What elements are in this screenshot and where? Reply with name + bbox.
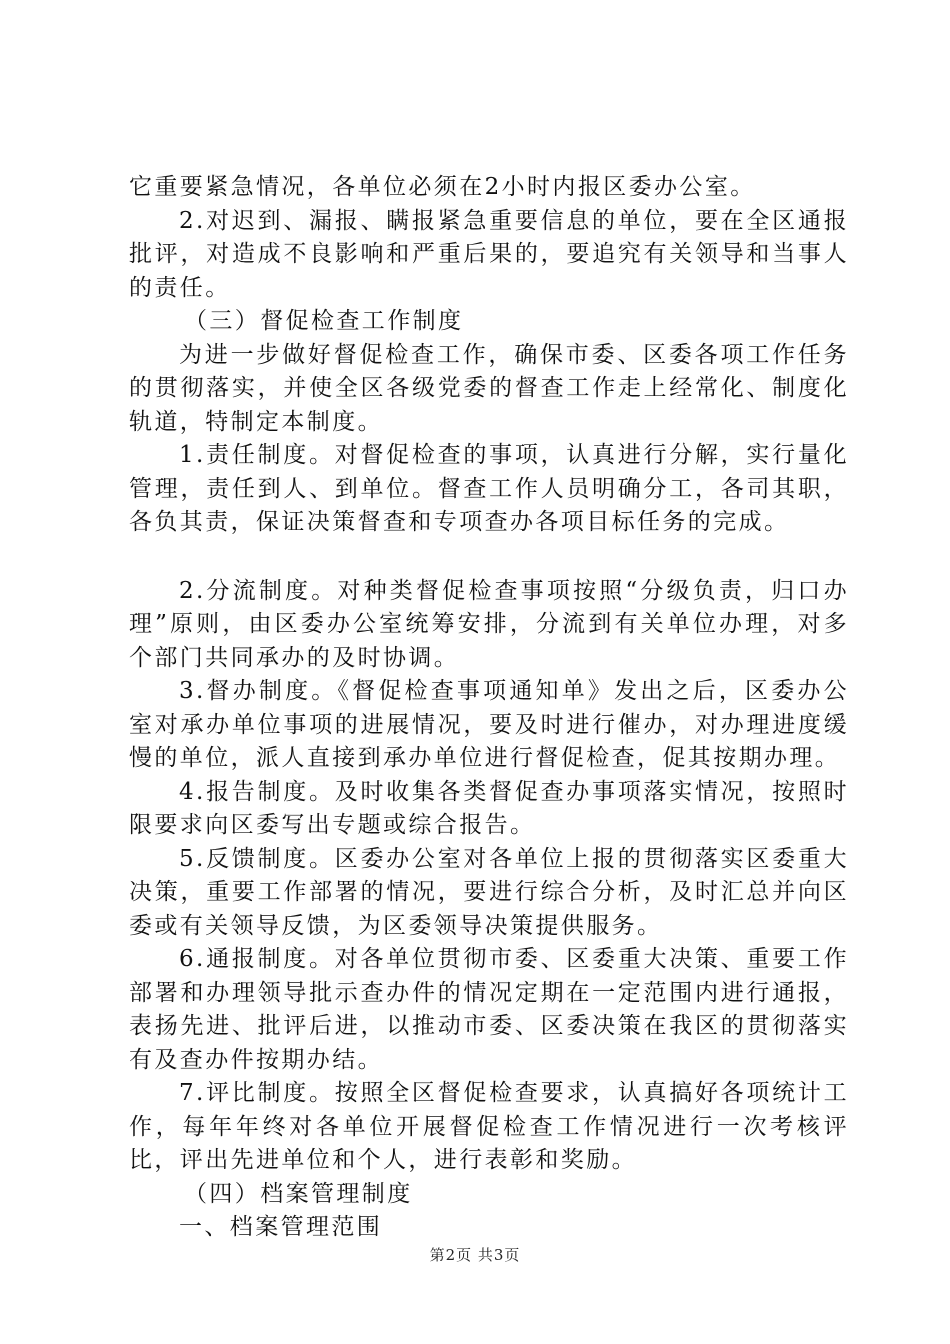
page-footer: 第2页 共3页 <box>429 1246 521 1264</box>
paragraph-intro: 为进一步做好督促检查工作，确保市委、区委各项工作任务的贯彻落实，并使全区各级党委的督查工作走上经常化、制度化轨道，特制定本制度。 <box>129 341 849 435</box>
subsection-heading-1: 一、档案管理范围 <box>179 1214 383 1240</box>
paragraph-item-5: 5.反馈制度。区委办公室对各单位上报的贯彻落实区委重大决策，重要工作部署的情况，要进行综合分析，及时汇总并向区委或有关领导反馈，为区委领导决策提供服务。 <box>129 845 849 939</box>
paragraph-item-2b: 2.分流制度。对种类督促检查事项按照“分级负责，归口办理”原则，由区委办公室统筹安排，分流到有关单位办理，对多个部门共同承办的及时协调。 <box>129 577 849 671</box>
paragraph-item-1: 1.责任制度。对督促检查的事项，认真进行分解，实行量化管理，责任到人、到单位。督查工作人员明确分工，各司其职，各负其责，保证决策督查和专项查办各项目标任务的完成。 <box>129 442 849 535</box>
paragraph-item-7: 7.评比制度。按照全区督促检查要求，认真搞好各项统计工作，每年年终对各单位开展督促检查工作情况进行一次考核评比，评出先进单位和个人，进行表彰和奖励。 <box>129 1080 849 1173</box>
paragraph-item-4: 4.报告制度。及时收集各类督促查办事项落实情况，按照时限要求向区委写出专题或综合报告。 <box>129 778 849 838</box>
section-heading-3: （三）督促检查工作制度 <box>184 308 464 334</box>
paragraph-continuation: 它重要紧急情况，各单位必须在2小时内报区委办公室。 <box>129 174 756 200</box>
paragraph-item-6: 6.通报制度。对各单位贯彻市委、区委重大决策、重要工作部署和办理领导批示查办件的情况定期在一定范围内进行通报，表扬先进、批评后进，以推动市委、区委决策在我区的贯彻落实有及查办件按期办结。 <box>129 946 849 1073</box>
section-heading-4: （四）档案管理制度 <box>184 1180 413 1207</box>
document-body <box>129 171 849 1245</box>
paragraph-item-2: 2.对迟到、漏报、瞒报紧急重要信息的单位，要在全区通报批评，对造成不良影响和严重后果的，要追究有关领导和当事人的责任。 <box>129 207 849 301</box>
paragraph-item-3: 3.督办制度。《督促检查事项通知单》发出之后，区委办公室对承办单位事项的进展情况，要及时进行催办，对办理进度缓慢的单位，派人直接到承办单位进行督促检查，促其按期办理。 <box>129 678 849 771</box>
